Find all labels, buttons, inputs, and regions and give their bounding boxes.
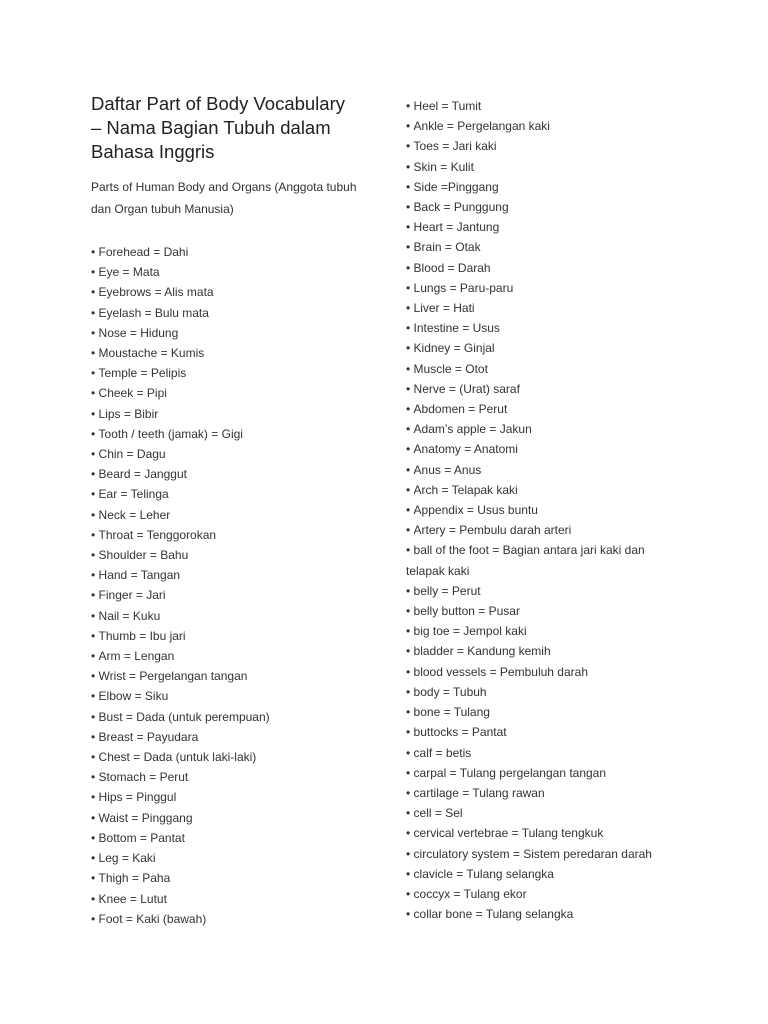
vocab-item: • Chin = Dagu: [91, 444, 371, 464]
right-column: [406, 96, 676, 924]
vocab-item: • blood vessels = Pembuluh darah: [406, 662, 676, 682]
vocab-item: • Skin = Kulit: [406, 157, 676, 177]
vocab-item: • Knee = Lutut: [91, 889, 371, 909]
vocab-item: • Hips = Pinggul: [91, 787, 371, 807]
vocab-item: • Bottom = Pantat: [91, 828, 371, 848]
vocab-item: • Breast = Payudara: [91, 727, 371, 747]
vocab-item: • Tooth / teeth (jamak) = Gigi: [91, 424, 371, 444]
vocab-item: • buttocks = Pantat: [406, 722, 676, 742]
vocab-item: • Liver = Hati: [406, 298, 676, 318]
vocab-item: • Toes = Jari kaki: [406, 136, 676, 156]
vocab-item: • Leg = Kaki: [91, 848, 371, 868]
vocab-item: • Throat = Tenggorokan: [91, 525, 371, 545]
vocab-item: • Brain = Otak: [406, 237, 676, 257]
vocab-item: • bladder = Kandung kemih: [406, 641, 676, 661]
vocab-item: • Lips = Bibir: [91, 404, 371, 424]
vocab-item: • Nerve = (Urat) saraf: [406, 379, 676, 399]
vocab-item: • Kidney = Ginjal: [406, 338, 676, 358]
vocab-item: • carpal = Tulang pergelangan tangan: [406, 763, 676, 783]
vocabulary-list-right: [406, 96, 676, 924]
vocabulary-list-left: [91, 242, 371, 929]
vocab-item: • Beard = Janggut: [91, 464, 371, 484]
vocab-item: • belly = Perut: [406, 581, 676, 601]
vocab-item: • Elbow = Siku: [91, 686, 371, 706]
vocab-item: • Anus = Anus: [406, 460, 676, 480]
vocab-item: • ball of the foot = Bagian antara jari kaki dan telapak kaki: [406, 540, 676, 580]
vocab-item: • Temple = Pelipis: [91, 363, 371, 383]
vocab-item: • Arm = Lengan: [91, 646, 371, 666]
vocab-item: • Artery = Pembulu darah arteri: [406, 520, 676, 540]
vocab-item: • Finger = Jari: [91, 585, 371, 605]
vocab-item: • Nail = Kuku: [91, 606, 371, 626]
vocab-item: • Appendix = Usus buntu: [406, 500, 676, 520]
vocab-item: • Forehead = Dahi: [91, 242, 371, 262]
vocab-item: • Thigh = Paha: [91, 868, 371, 888]
vocab-item: • Muscle = Otot: [406, 359, 676, 379]
vocab-item: • Ear = Telinga: [91, 484, 371, 504]
vocab-item: • collar bone = Tulang selangka: [406, 904, 676, 924]
vocab-item: • circulatory system = Sistem peredaran darah: [406, 844, 676, 864]
vocab-item: • bone = Tulang: [406, 702, 676, 722]
vocab-item: • Nose = Hidung: [91, 323, 371, 343]
title-line-3: Bahasa Inggris: [91, 141, 215, 162]
title-line-1: Daftar Part of Body Vocabulary: [91, 93, 345, 114]
vocab-item: • Shoulder = Bahu: [91, 545, 371, 565]
vocab-item: • Waist = Pinggang: [91, 808, 371, 828]
left-column: [91, 92, 371, 929]
vocab-item: • Stomach = Perut: [91, 767, 371, 787]
vocab-item: • Moustache = Kumis: [91, 343, 371, 363]
vocab-item: • Wrist = Pergelangan tangan: [91, 666, 371, 686]
vocab-item: • Hand = Tangan: [91, 565, 371, 585]
vocab-item: • Eyelash = Bulu mata: [91, 303, 371, 323]
document-subtitle: [91, 176, 371, 220]
vocab-item: • Anatomy = Anatomi: [406, 439, 676, 459]
vocab-item: • belly button = Pusar: [406, 601, 676, 621]
vocab-item: • body = Tubuh: [406, 682, 676, 702]
vocab-item: • cell = Sel: [406, 803, 676, 823]
vocab-item: • Back = Punggung: [406, 197, 676, 217]
title-line-2: – Nama Bagian Tubuh dalam: [91, 117, 331, 138]
document-title: [91, 92, 371, 164]
vocab-item: • Abdomen = Perut: [406, 399, 676, 419]
vocab-item: • Side =Pinggang: [406, 177, 676, 197]
vocab-item: • Neck = Leher: [91, 505, 371, 525]
vocab-item: • coccyx = Tulang ekor: [406, 884, 676, 904]
vocab-item: • cartilage = Tulang rawan: [406, 783, 676, 803]
subtitle-line-2: dan Organ tubuh Manusia): [91, 202, 234, 216]
vocab-item: • cervical vertebrae = Tulang tengkuk: [406, 823, 676, 843]
vocab-item: • Arch = Telapak kaki: [406, 480, 676, 500]
vocab-item: • Eyebrows = Alis mata: [91, 282, 371, 302]
vocab-item: • Ankle = Pergelangan kaki: [406, 116, 676, 136]
vocab-item: • big toe = Jempol kaki: [406, 621, 676, 641]
vocab-item: • Foot = Kaki (bawah): [91, 909, 371, 929]
vocab-item: • Adam’s apple = Jakun: [406, 419, 676, 439]
vocab-item: • Heart = Jantung: [406, 217, 676, 237]
vocab-item: • Eye = Mata: [91, 262, 371, 282]
vocab-item: • Thumb = Ibu jari: [91, 626, 371, 646]
vocab-item: • calf = betis: [406, 743, 676, 763]
subtitle-line-1: Parts of Human Body and Organs (Anggota tubuh: [91, 180, 357, 194]
vocab-item: • Bust = Dada (untuk perempuan): [91, 707, 371, 727]
vocab-item: • Cheek = Pipi: [91, 383, 371, 403]
vocab-item: • Heel = Tumit: [406, 96, 676, 116]
vocab-item: • Chest = Dada (untuk laki-laki): [91, 747, 371, 767]
vocab-item: • Lungs = Paru-paru: [406, 278, 676, 298]
vocab-item: • clavicle = Tulang selangka: [406, 864, 676, 884]
vocab-item: • Blood = Darah: [406, 258, 676, 278]
vocab-item: • Intestine = Usus: [406, 318, 676, 338]
